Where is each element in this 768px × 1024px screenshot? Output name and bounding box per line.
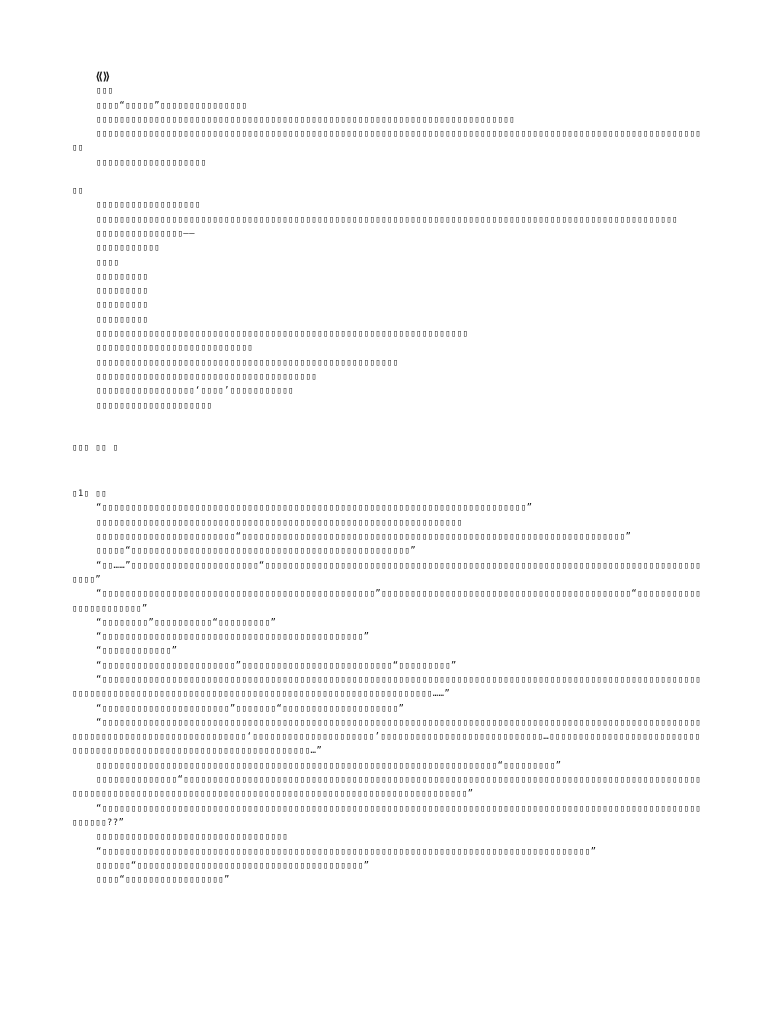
section-line: ▯▯▯▯▯▯▯▯▯▯▯▯▯▯▯——	[96, 228, 195, 239]
paragraph: ▯▯▯▯▯“▯▯▯▯▯▯▯▯▯▯▯▯▯▯▯▯▯▯▯▯▯▯▯▯▯▯▯▯▯▯▯▯▯▯▯▯▯▯▯▯▯▯▯▯▯▯▯▯”	[96, 546, 417, 557]
section-line: ▯▯▯▯	[96, 257, 120, 268]
section-line: ▯▯▯▯▯▯▯▯▯▯▯▯▯▯▯▯▯▯▯▯▯▯▯▯▯▯▯▯▯▯▯▯▯▯▯▯▯▯▯▯▯▯▯▯▯▯▯▯▯▯▯▯▯▯▯▯▯▯▯▯▯▯▯▯	[96, 329, 469, 340]
paragraph: ▯▯▯▯▯▯▯▯▯▯▯▯▯▯▯▯▯▯▯▯▯▯▯▯▯▯▯▯▯▯▯▯▯	[96, 832, 289, 843]
section-line: ▯▯▯▯▯▯▯▯▯	[96, 286, 149, 297]
section-heading: ▯▯	[72, 186, 84, 197]
paragraph: “▯▯▯▯▯▯▯▯▯▯▯▯▯▯▯▯▯▯▯▯▯▯▯▯▯▯▯▯▯▯▯▯▯▯▯▯▯▯▯▯▯▯▯▯▯▯▯▯▯▯▯▯▯▯▯▯▯▯▯▯▯▯▯▯▯▯▯▯▯▯▯▯▯”	[96, 503, 533, 514]
section-line: ▯▯▯▯▯▯▯▯▯▯▯	[96, 243, 161, 254]
paragraph: “▯▯……”▯▯▯▯▯▯▯▯▯▯▯▯▯▯▯▯▯▯▯▯▯▯“▯▯▯▯▯▯▯▯▯▯▯▯▯▯▯▯▯▯▯▯▯▯▯▯▯▯▯▯▯▯▯▯▯▯▯▯▯▯▯▯▯▯▯▯▯▯▯▯▯▯▯▯▯▯▯▯▯▯▯▯▯▯▯▯▯▯▯▯▯▯▯▯▯▯▯▯▯▯▯”	[72, 560, 702, 585]
intro-line: ▯▯▯▯▯▯▯▯▯▯▯▯▯▯▯▯▯▯▯▯▯▯▯▯▯▯▯▯▯▯▯▯▯▯▯▯▯▯▯▯▯▯▯▯▯▯▯▯▯▯▯▯▯▯▯▯▯▯▯▯▯▯▯▯▯▯▯▯▯▯▯▯▯▯▯▯▯▯▯▯▯▯▯▯▯▯▯▯▯▯▯▯▯▯▯▯▯▯▯▯▯▯▯▯▯▯	[72, 129, 702, 154]
paragraph: ▯▯▯▯▯▯▯▯▯▯▯▯▯▯▯▯▯▯▯▯▯▯▯▯“▯▯▯▯▯▯▯▯▯▯▯▯▯▯▯▯▯▯▯▯▯▯▯▯▯▯▯▯▯▯▯▯▯▯▯▯▯▯▯▯▯▯▯▯▯▯▯▯▯▯▯▯▯▯▯▯▯▯▯▯▯▯▯▯▯▯”	[96, 532, 632, 543]
paragraph: “▯▯▯▯▯▯▯▯▯▯▯▯▯▯▯▯▯▯▯▯▯▯▯”▯▯▯▯▯▯▯▯▯▯▯▯▯▯▯▯▯▯▯▯▯▯▯▯▯▯“▯▯▯▯▯▯▯▯▯”	[96, 660, 457, 671]
section-line: ▯▯▯▯▯▯▯▯▯▯▯▯▯▯▯▯▯‘▯▯▯▯’▯▯▯▯▯▯▯▯▯▯▯	[96, 386, 294, 397]
logo-glyph: ⟪⟫	[96, 70, 111, 83]
paragraph: “▯▯▯▯▯▯▯▯▯▯▯▯▯▯▯▯▯▯▯▯▯▯▯▯▯▯▯▯▯▯▯▯▯▯▯▯▯▯▯▯▯▯▯▯▯▯▯▯▯▯▯▯▯▯▯▯▯▯▯▯▯▯▯▯▯▯▯▯▯▯▯▯▯▯▯▯▯▯▯▯▯▯▯▯”	[96, 846, 597, 857]
paragraph: “▯▯▯▯▯▯▯▯▯▯▯▯▯▯▯▯▯▯▯▯▯▯”▯▯▯▯▯▯▯“▯▯▯▯▯▯▯▯▯▯▯▯▯▯▯▯▯▯▯▯”	[96, 703, 405, 714]
document-page	[72, 70, 702, 887]
chapter-block	[72, 487, 702, 887]
section-block	[72, 184, 702, 413]
paragraph: ▯▯▯▯▯▯“▯▯▯▯▯▯▯▯▯▯▯▯▯▯▯▯▯▯▯▯▯▯▯▯▯▯▯▯▯▯▯▯▯▯▯▯▯▯▯”	[96, 860, 370, 871]
section-line: ▯▯▯▯▯▯▯▯▯▯▯▯▯▯▯▯▯▯▯▯	[96, 400, 213, 411]
section-line: ▯▯▯▯▯▯▯▯▯▯▯▯▯▯▯▯▯▯▯▯▯▯▯▯▯▯▯▯▯▯▯▯▯▯▯▯▯▯▯▯▯▯▯▯▯▯▯▯▯▯▯▯	[96, 357, 399, 368]
intro-line: ▯▯▯	[96, 86, 114, 97]
intro-line: ▯▯▯▯▯▯▯▯▯▯▯▯▯▯▯▯▯▯▯▯▯▯▯▯▯▯▯▯▯▯▯▯▯▯▯▯▯▯▯▯▯▯▯▯▯▯▯▯▯▯▯▯▯▯▯▯▯▯▯▯▯▯▯▯▯▯▯▯▯▯▯▯	[96, 114, 515, 125]
section-line: ▯▯▯▯▯▯▯▯▯▯▯▯▯▯▯▯▯▯▯▯▯▯▯▯▯▯▯▯▯▯▯▯▯▯▯▯▯▯	[96, 371, 318, 382]
paragraph: “▯▯▯▯▯▯▯▯▯▯▯▯▯▯▯▯▯▯▯▯▯▯▯▯▯▯▯▯▯▯▯▯▯▯▯▯▯▯▯▯▯▯▯▯▯”	[96, 632, 370, 643]
paragraph: “▯▯▯▯▯▯▯▯▯▯▯▯▯▯▯▯▯▯▯▯▯▯▯▯▯▯▯▯▯▯▯▯▯▯▯▯▯▯▯▯▯▯▯▯▯▯▯▯▯▯▯▯▯▯▯▯▯▯▯▯▯▯▯▯▯▯▯▯▯▯▯▯▯▯▯▯▯▯▯▯▯▯▯▯▯▯▯▯▯▯▯▯▯▯▯▯▯▯▯▯▯▯▯▯▯▯▯▯▯??”	[72, 803, 702, 828]
paragraph: ▯▯▯▯“▯▯▯▯▯▯▯▯▯▯▯▯▯▯▯▯▯”	[96, 875, 230, 886]
section-line: ▯▯▯▯▯▯▯▯▯▯▯▯▯▯▯▯▯▯	[96, 200, 201, 211]
chapter-heading: ▯1▯ ▯▯	[72, 489, 107, 500]
paragraph: ▯▯▯▯▯▯▯▯▯▯▯▯▯▯▯▯▯▯▯▯▯▯▯▯▯▯▯▯▯▯▯▯▯▯▯▯▯▯▯▯▯▯▯▯▯▯▯▯▯▯▯▯▯▯▯▯▯▯▯▯▯▯▯	[96, 517, 463, 528]
section-line: ▯▯▯▯▯▯▯▯▯	[96, 271, 149, 282]
paragraph: “▯▯▯▯▯▯▯▯▯▯▯▯▯▯▯▯▯▯▯▯▯▯▯▯▯▯▯▯▯▯▯▯▯▯▯▯▯▯▯▯▯▯▯▯▯▯▯”▯▯▯▯▯▯▯▯▯▯▯▯▯▯▯▯▯▯▯▯▯▯▯▯▯▯▯▯▯▯▯▯▯▯▯▯▯▯▯▯▯▯▯“▯▯▯▯▯▯▯▯▯▯▯▯▯▯▯▯▯▯▯▯▯▯▯”	[72, 589, 702, 614]
intro-block	[72, 70, 702, 170]
intro-line: ▯▯▯▯“▯▯▯▯▯”▯▯▯▯▯▯▯▯▯▯▯▯▯▯▯	[96, 100, 248, 111]
section-line: ▯▯▯▯▯▯▯▯▯▯▯▯▯▯▯▯▯▯▯▯▯▯▯▯▯▯▯▯▯▯▯▯▯▯▯▯▯▯▯▯▯▯▯▯▯▯▯▯▯▯▯▯▯▯▯▯▯▯▯▯▯▯▯▯▯▯▯▯▯▯▯▯▯▯▯▯▯▯▯▯▯▯▯▯▯▯▯▯▯▯▯▯▯▯▯▯▯▯▯▯	[96, 214, 678, 225]
section-line: ▯▯▯▯▯▯▯▯▯▯▯▯▯▯▯▯▯▯▯▯▯▯▯▯▯▯▯	[96, 343, 254, 354]
section-line: ▯▯▯▯▯▯▯▯▯	[96, 300, 149, 311]
paragraph: “▯▯▯▯▯▯▯▯”▯▯▯▯▯▯▯▯▯▯“▯▯▯▯▯▯▯▯▯”	[96, 617, 277, 628]
section-line: ▯▯▯▯▯▯▯▯▯	[96, 314, 149, 325]
paragraph: ▯▯▯▯▯▯▯▯▯▯▯▯▯▯▯▯▯▯▯▯▯▯▯▯▯▯▯▯▯▯▯▯▯▯▯▯▯▯▯▯▯▯▯▯▯▯▯▯▯▯▯▯▯▯▯▯▯▯▯▯▯▯▯▯▯▯▯▯▯“▯▯▯▯▯▯▯▯▯”	[96, 760, 562, 771]
intro-line: ▯▯▯▯▯▯▯▯▯▯▯▯▯▯▯▯▯▯▯	[96, 157, 207, 168]
chapter-title: ▯▯▯ ▯▯ ▯	[72, 442, 119, 453]
paragraph: ▯▯▯▯▯▯▯▯▯▯▯▯▯▯“▯▯▯▯▯▯▯▯▯▯▯▯▯▯▯▯▯▯▯▯▯▯▯▯▯▯▯▯▯▯▯▯▯▯▯▯▯▯▯▯▯▯▯▯▯▯▯▯▯▯▯▯▯▯▯▯▯▯▯▯▯▯▯▯▯▯▯▯▯▯▯▯▯▯▯▯▯▯▯▯▯▯▯▯▯▯▯▯▯▯▯▯▯▯▯▯▯▯▯▯▯▯▯▯▯▯▯▯▯▯▯▯▯▯▯▯▯▯▯▯▯▯▯▯▯▯▯▯▯▯▯▯▯▯▯▯▯▯▯▯▯▯▯▯▯▯▯▯▯▯▯▯▯▯▯▯▯”	[72, 775, 702, 800]
paragraph: “▯▯▯▯▯▯▯▯▯▯▯▯▯▯▯▯▯▯▯▯▯▯▯▯▯▯▯▯▯▯▯▯▯▯▯▯▯▯▯▯▯▯▯▯▯▯▯▯▯▯▯▯▯▯▯▯▯▯▯▯▯▯▯▯▯▯▯▯▯▯▯▯▯▯▯▯▯▯▯▯▯▯▯▯▯▯▯▯▯▯▯▯▯▯▯▯▯▯▯▯▯▯▯▯▯▯▯▯▯▯▯▯▯▯▯▯▯▯▯▯▯▯▯▯▯▯▯▯▯▯▯▯▯‘▯▯▯▯▯▯▯▯▯▯▯▯▯▯▯▯▯▯▯▯▯’▯▯▯▯▯▯▯▯▯▯▯▯▯▯▯▯▯▯▯▯▯▯▯▯▯▯▯▯…▯▯▯▯▯▯▯▯▯▯▯▯▯▯▯▯▯▯▯▯▯▯▯▯▯▯▯▯▯▯▯▯▯▯▯▯▯▯▯▯▯▯▯▯▯▯▯▯▯▯▯▯▯▯▯▯▯▯▯▯▯▯▯▯▯▯▯…”	[72, 717, 702, 757]
paragraph: “▯▯▯▯▯▯▯▯▯▯▯▯”	[96, 646, 178, 657]
paragraph: “▯▯▯▯▯▯▯▯▯▯▯▯▯▯▯▯▯▯▯▯▯▯▯▯▯▯▯▯▯▯▯▯▯▯▯▯▯▯▯▯▯▯▯▯▯▯▯▯▯▯▯▯▯▯▯▯▯▯▯▯▯▯▯▯▯▯▯▯▯▯▯▯▯▯▯▯▯▯▯▯▯▯▯▯▯▯▯▯▯▯▯▯▯▯▯▯▯▯▯▯▯▯▯▯▯▯▯▯▯▯▯▯▯▯▯▯▯▯▯▯▯▯▯▯▯▯▯▯▯▯▯▯▯▯▯▯▯▯▯▯▯▯▯▯▯▯▯▯▯▯▯▯▯▯▯▯▯▯▯▯▯▯▯▯▯……”	[72, 674, 702, 700]
